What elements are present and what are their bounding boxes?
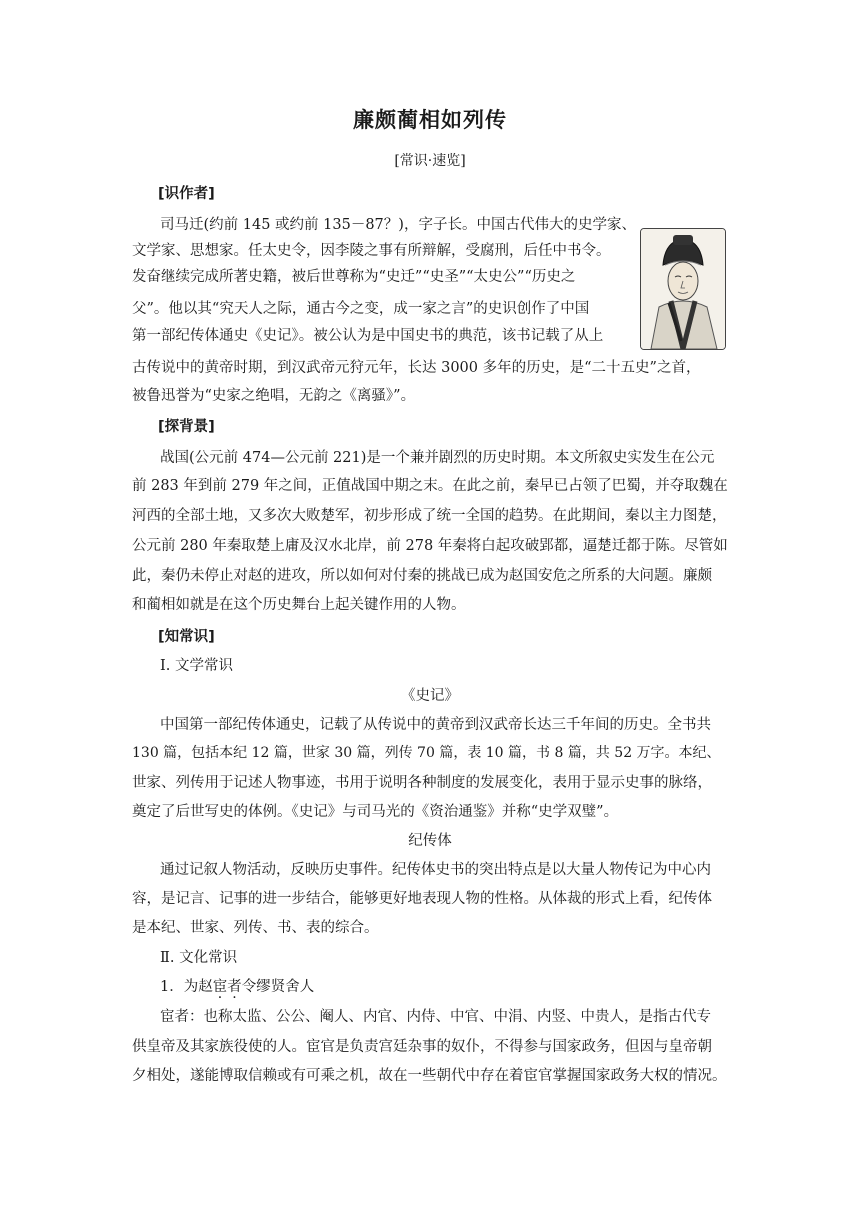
jizhuan-line: 是本纪、世家、列传、书、表的综合。: [132, 920, 379, 936]
item1-line: 供皇帝及其家族役使的人。宦官是负责宫廷杂事的奴仆，不得参与国家政务，但因与皇帝朝: [132, 1039, 712, 1055]
jizhuan-title: 纪传体: [408, 833, 452, 849]
background-line: 前 283 年到前 279 年之间，正值战国中期之末。在此之前，秦早已占领了巴蜀，并夺取魏在: [132, 478, 728, 494]
background-line: 战国(公元前 474—公元前 221)是一个兼并剧烈的历史时期。本文所叙史实发生在公元: [160, 450, 715, 466]
knowledge-heading: [知常识]: [158, 629, 215, 645]
author-line: 文学家、思想家。任太史令，因李陵之事有所辩解，受腐刑，后任中书令。: [132, 243, 611, 259]
background-line: 此，秦仍未停止对赵的进攻，所以如何对付秦的挑战已成为赵国安危之所系的大问题。廉颇: [132, 568, 712, 584]
background-line: 公元前 280 年秦取楚上庸及汉水北岸，前 278 年秦将白起攻破郢都，逼楚迁都于陈。尽管如: [132, 538, 728, 554]
section2-label: Ⅱ. 文化常识: [160, 950, 238, 966]
background-heading: [探背景]: [158, 419, 215, 435]
jizhuan-line: 容，是记言、记事的进一步结合，能够更好地表现人物的性格。从体裁的形式上看，纪传体: [132, 891, 712, 907]
author-line: 司马迁(约前 145 或约前 135－87？)，字子长。中国古代伟大的史学家、: [160, 217, 636, 233]
section1-label: Ⅰ. 文学常识: [160, 658, 233, 674]
item1-line: 宦者：也称太监、公公、阉人、内官、内侍、中官、中涓、内竖、中贵人，是指古代专: [160, 1009, 711, 1025]
background-line: 和蔺相如就是在这个历史舞台上起关键作用的人物。: [132, 597, 466, 613]
item1-prefix: 1．为赵: [160, 979, 213, 995]
shiji-line: 中国第一部纪传体通史，记载了从传说中的黄帝到汉武帝长达三千年间的历史。全书共: [160, 717, 711, 733]
item1-line: 夕相处，遂能博取信赖或有可乘之机，故在一些朝代中存在着宦官掌握国家政务大权的情况。: [132, 1068, 727, 1084]
page-title: 廉颇蔺相如列传: [353, 108, 507, 132]
author-line: 父”。他以其“究天人之际，通古今之变，成一家之言”的史识创作了中国: [132, 301, 590, 317]
author-line: 第一部纪传体通史《史记》。被公认为是中国史书的典范，该书记载了从上: [132, 328, 604, 344]
author-heading: [识作者]: [158, 186, 215, 202]
author-line: 被鲁迅誉为“史家之绝唱，无韵之《离骚》”。: [132, 388, 416, 404]
jizhuan-line: 通过记叙人物活动，反映历史事件。纪传体史书的突出特点是以大量人物传记为中心内: [160, 862, 711, 878]
sima-qian-portrait: [640, 228, 726, 350]
shiji-title: 《史记》: [401, 688, 459, 704]
item1-suffix: 令缪贤舍人: [241, 979, 315, 995]
item1-heading: [160, 975, 314, 996]
shiji-line: 奠定了后世写史的体例。《史记》与司马光的《资治通鉴》并称“史学双璧”。: [132, 804, 619, 820]
shiji-line: 130 篇，包括本纪 12 篇，世家 30 篇，列传 70 篇，表 10 篇，书 8 篇，共 52 万字。本纪、: [132, 745, 721, 761]
background-line: 河西的全部土地，又多次大败楚军，初步形成了统一全国的趋势。在此期间，秦以主力图楚，: [132, 508, 727, 524]
author-line: 古传说中的黄帝时期，到汉武帝元狩元年，长达 3000 多年的历史，是“二十五史”之首，: [132, 360, 701, 376]
item1-dotted-char: 者: [227, 979, 242, 995]
portrait-drawing: [641, 229, 725, 349]
author-line: 发奋继续完成所著史籍，被后世尊称为“史迁”“史圣”“太史公”“历史之: [132, 269, 576, 285]
page-subtitle: [常识·速览]: [394, 153, 466, 169]
item1-dotted-char: 宦: [212, 979, 228, 995]
shiji-line: 世家、列传用于记述人物事迹，书用于说明各种制度的发展变化，表用于显示史事的脉络，: [132, 775, 712, 791]
